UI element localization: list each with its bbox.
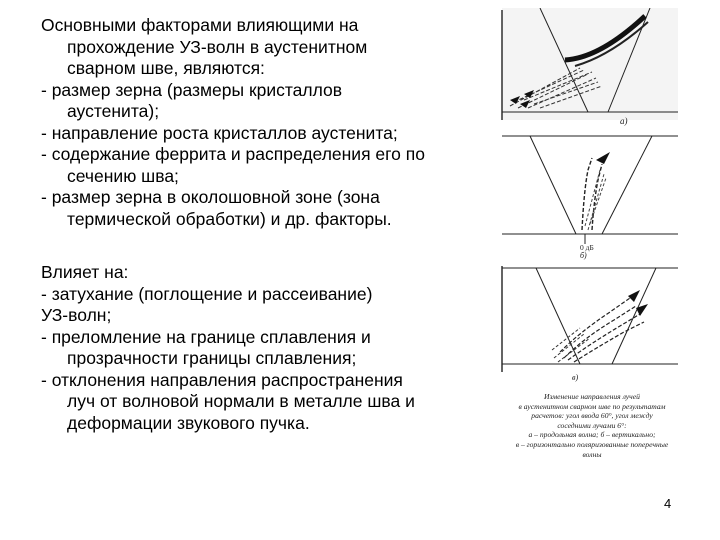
text-line: - размер зерна (размеры кристаллов bbox=[41, 79, 343, 100]
text-line: - преломление на границе сплавления и bbox=[41, 326, 371, 347]
text-line: - направление роста кристаллов аустенита; bbox=[41, 122, 398, 143]
text-line: УЗ-волн; bbox=[41, 305, 112, 325]
caption-line: расчетов: угол ввода 60°, угол между bbox=[531, 411, 653, 421]
page-number: 4 bbox=[664, 496, 672, 511]
diagram-a-label: а) bbox=[620, 116, 628, 126]
figure-caption bbox=[492, 392, 692, 459]
text-line: луч от волновой нормали в металле шва и bbox=[67, 391, 415, 411]
factors-text-block bbox=[41, 15, 486, 230]
text-line: - затухание (поглощение и рассеивание) bbox=[41, 283, 373, 304]
weld-diagram-b bbox=[480, 130, 680, 260]
caption-line: в аустенитном сварном шве по результатам bbox=[518, 401, 666, 411]
text-line: Влияет на: bbox=[41, 262, 129, 282]
caption-line: волны bbox=[582, 449, 602, 459]
text-line: Основными факторами влияющими на bbox=[41, 15, 359, 35]
weld-diagram-a bbox=[480, 8, 680, 128]
text-line: прозрачности границы сплавления; bbox=[67, 348, 357, 368]
diagram-b-label: б) bbox=[580, 251, 587, 260]
text-line: сечению шва; bbox=[67, 165, 179, 186]
caption-line: Изменение направления лучей bbox=[544, 392, 640, 401]
weld-diagram-c bbox=[480, 262, 680, 392]
text-line: сварном шве, являются: bbox=[67, 58, 265, 78]
caption-line: а – продольная волна; б – вертикально; bbox=[528, 430, 656, 440]
effects-text-block bbox=[41, 262, 486, 434]
caption-line: соседними лучами 6°: bbox=[557, 420, 627, 430]
text-line: - отклонения направления распространения bbox=[41, 369, 403, 390]
text-line: - размер зерна в околошовной зоне (зона bbox=[41, 187, 380, 207]
diagram-c-label: в) bbox=[572, 373, 579, 382]
text-line: прохождение УЗ-волн в аустенитном bbox=[67, 36, 368, 57]
caption-line: в – горизонтально поляризованные поперечные bbox=[515, 439, 669, 449]
text-line: деформации звукового пучка. bbox=[67, 412, 310, 433]
decibel-label: 0 дБ bbox=[580, 243, 594, 252]
text-line: - содержание феррита и распределения его по bbox=[41, 144, 425, 164]
text-line: термической обработки) и др. факторы. bbox=[67, 208, 392, 229]
text-line: аустенита); bbox=[67, 101, 160, 121]
